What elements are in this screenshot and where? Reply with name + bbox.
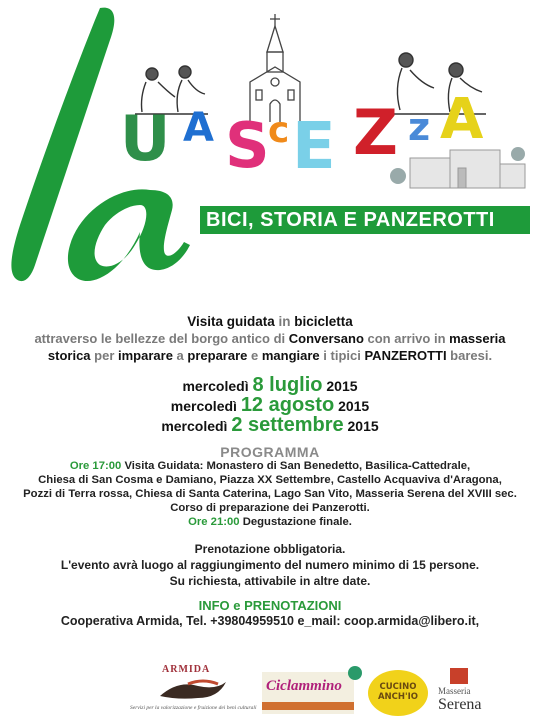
armida-logo: [130, 664, 260, 718]
cucino-anchio-logo: [368, 670, 428, 716]
intro-text: attraverso le bellezze del borgo antico di: [34, 331, 289, 346]
armida-tagline: Servizi per la valorizzazione e fruizione dei beni culturali: [130, 705, 257, 711]
title-letter-5: E: [292, 110, 336, 184]
programma-line-1: [0, 460, 540, 472]
ciclammino-badge-icon: [348, 666, 362, 680]
info-title: INFO e PRENOTAZIONI: [198, 598, 342, 613]
intro-text: bicicletta: [294, 314, 353, 329]
armida-emblem-icon: [158, 676, 228, 702]
title-letter-6: Z: [353, 96, 398, 169]
intro-text: in: [274, 314, 295, 329]
intro-text: storica: [47, 348, 91, 363]
note-line-1: Prenotazione obbligatoria.: [194, 542, 346, 556]
intro-text: per: [90, 348, 119, 363]
date-day: 2 settembre: [231, 414, 344, 436]
ciclammino-stripe: [262, 702, 354, 710]
masseria-serena-top-text: Masseria: [438, 686, 471, 696]
title-letter-2: A: [183, 105, 214, 151]
date-prefix: mercoledì: [170, 398, 237, 414]
info-contact: Cooperativa Armida, Tel. +39804959510 e_mail: coop.armida@libero.it,: [60, 614, 480, 628]
title-banner: [200, 206, 530, 234]
intro-text: baresi.: [446, 348, 493, 363]
programma-line-3: Pozzi di Terra rossa, Chiesa di Santa Caterina, Lago San Vito, Masseria Serena del XVIII sec.: [23, 488, 517, 500]
intro-text: Visita guidata: [187, 314, 275, 329]
date-day: 12 agosto: [240, 394, 335, 416]
intro-line-2: [0, 331, 540, 346]
intro-text: preparare: [187, 348, 248, 363]
intro-text: i tipici: [319, 348, 365, 363]
title-letter-1: U: [120, 102, 171, 175]
note-line-2: L'evento avrà luogo al raggiungimento del numero minimo di 15 persone.: [60, 558, 480, 572]
title-letter-8: A: [440, 87, 484, 152]
ciclammino-logo: [262, 672, 354, 714]
intro-text: imparare: [118, 348, 173, 363]
intro-text: mangiare: [261, 348, 320, 363]
intro-line-1: [0, 314, 540, 329]
masseria-serena-bottom-text: Serena: [438, 696, 482, 713]
masseria-serena-emblem-icon: [450, 668, 468, 684]
intro-text: a: [172, 348, 188, 363]
programma-time: Ore 21:00: [188, 516, 240, 528]
date-line-3: [0, 414, 540, 437]
programma-line-4: Corso di preparazione dei Panzerotti.: [170, 502, 370, 514]
title-letter-3: S: [225, 109, 270, 182]
title-lettering: [0, 0, 540, 210]
intro-text: PANZEROTTI: [364, 348, 447, 363]
programma-time: Ore 17:00: [69, 460, 122, 472]
date-year: 2015: [338, 398, 370, 414]
programma-line-2: Chiesa di San Cosma e Damiano, Piazza XX Settembre, Castello Acquaviva d'Aragona,: [38, 474, 502, 486]
programma-text: Degustazione finale.: [239, 516, 352, 528]
cucino-anchio-logo-text: CUCINO ANCH'IO: [377, 682, 419, 702]
programma-line-5: [0, 516, 540, 528]
intro-text: con arrivo in: [363, 331, 450, 346]
date-day: 8 luglio: [252, 374, 323, 396]
programma-text: Visita Guidata: Monastero di San Benedetto, Basilica-Cattedrale,: [121, 460, 471, 472]
armida-logo-text: ARMIDA: [162, 664, 211, 675]
date-prefix: mercoledì: [161, 418, 228, 434]
masseria-serena-logo: [438, 668, 498, 716]
title-letter-4: c: [268, 110, 290, 151]
date-prefix: mercoledì: [182, 378, 249, 394]
note-line-3: Su richiesta, attivabile in altre date.: [169, 574, 371, 588]
banner-text: BICI, STORIA E PANZEROTTI: [206, 209, 495, 231]
intro-text: masseria: [449, 331, 506, 346]
title-letter-7: z: [408, 105, 431, 149]
ciclammino-logo-text: Ciclammino: [266, 678, 342, 694]
intro-text: e: [247, 348, 262, 363]
date-year: 2015: [326, 378, 358, 394]
programma-title: PROGRAMMA: [220, 444, 320, 460]
intro-line-3: [0, 348, 540, 363]
intro-text: Conversano: [288, 331, 364, 346]
date-year: 2015: [347, 418, 379, 434]
